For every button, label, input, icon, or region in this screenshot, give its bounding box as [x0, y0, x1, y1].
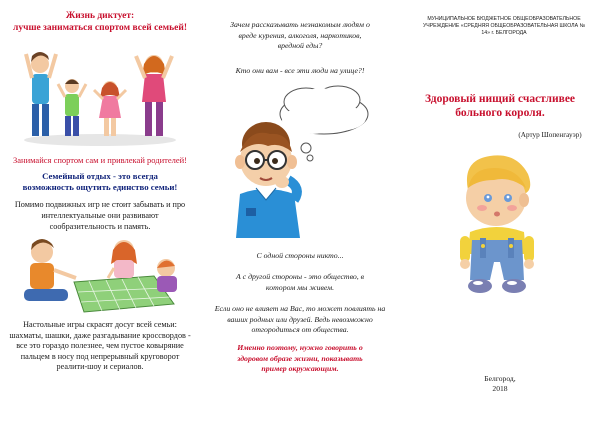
- influence-text: Если оно не влияет на Вас, то может повлиять на ваших родных или друзей. Ведь невозможно отгородиться от общества.: [214, 304, 386, 334]
- boy-figure: [58, 79, 86, 136]
- year-label: 2018: [492, 384, 508, 393]
- mother-figure: [136, 55, 172, 136]
- games-note: Помимо подвижных игр не стоит забывать и про интеллектуальные они развивают сообразительность и память.: [14, 200, 186, 231]
- playing-boy: [24, 239, 76, 301]
- father-figure: [26, 52, 56, 136]
- school-name: МУНИЦИПАЛЬНОЕ БЮДЖЕТНОЕ ОБЩЕОБРАЗОВАТЕЛЬНОЕ УЧРЕЖДЕНИЕ «СРЕДНЯЯ ОБЩЕОБРАЗОВАТЕЛЬНАЯ ШКОЛА № 14» г. БЕЛГОРОДА: [422, 16, 586, 36]
- board-game-illustration: [14, 234, 186, 316]
- city-label: Белгород,: [484, 374, 516, 383]
- one-side-text: С одной стороны никто...: [256, 251, 344, 260]
- panel-right: [400, 0, 600, 424]
- family-exercise-illustration: [20, 42, 180, 147]
- board-games-text: Настольные игры скрасят досуг всей семьи: шахматы, шашки, даже разгадывание кроссвордов - все это гораздо полезнее, чем пустое ковыряние пальцем в носу под непрерывный круговорот реалити-шоу и сериалов.: [9, 320, 191, 372]
- brochure-title: Здоровый нищий счастливее больного короля.: [424, 93, 576, 119]
- other-side-text: А с другой стороны - это общество, в котором мы живем.: [235, 272, 365, 292]
- thought-bubble-icon: [280, 86, 368, 161]
- playing-child: [157, 259, 177, 292]
- quote-author: (Артур Шопенгауэр): [518, 131, 582, 139]
- thinking-boy-illustration: [210, 76, 392, 238]
- question-text-2: Кто они вам - все эти люди на улице?!: [235, 66, 365, 75]
- playing-girl: [108, 240, 137, 278]
- boy-figure: [235, 122, 300, 238]
- headline: Жизнь диктует: лучше заниматься спортом всей семьей!: [13, 11, 187, 33]
- toddler-illustration: [450, 150, 550, 298]
- conclusion-text: Именно поэтому, нужно говорить о здоровом образе жизни, показывать пример окружающим.: [237, 343, 363, 373]
- panel-middle: [200, 0, 400, 424]
- panel-left: [0, 0, 200, 424]
- question-text: Зачем рассказывать незнакомым людям о вреде курения, алкоголя, наркотиков, вредной еды?: [230, 20, 370, 50]
- call-to-action: Занимайся спортом сам и привлекай родителей!: [12, 155, 188, 165]
- family-rest-text: Семейный отдых - это всегда возможность ощутить единство семьи!: [22, 171, 178, 192]
- girl-figure: [94, 81, 126, 136]
